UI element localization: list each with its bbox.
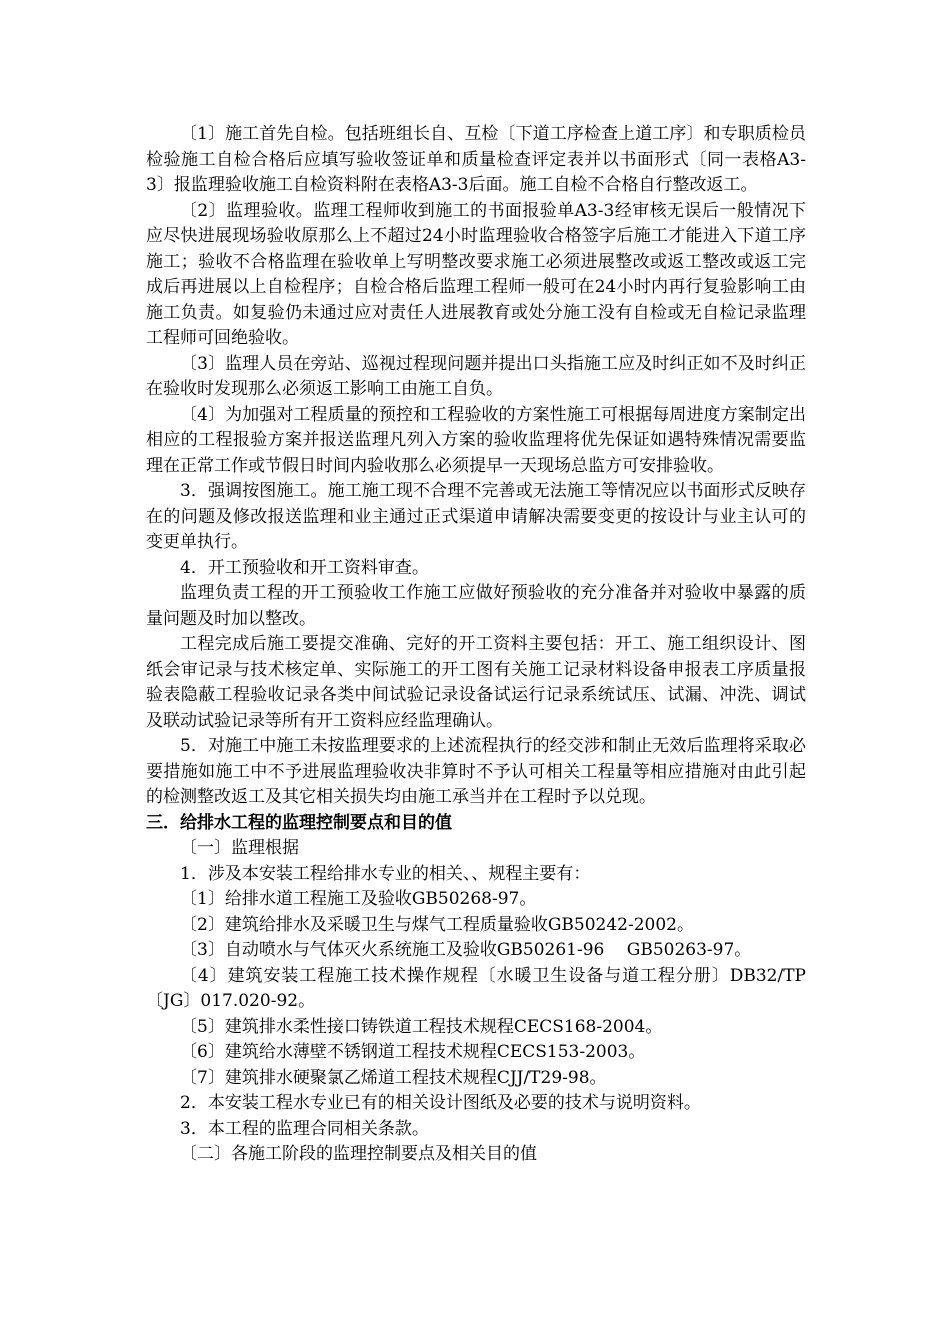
list-item: 〔7〕建筑排水硬聚氯乙烯道工程技术规程CJJ/T29-98。 — [180, 1067, 607, 1088]
paragraph-completion-documents: 工程完成后施工要提交准确、完好的开工资料主要包括：开工、施工组织设计、图纸会审记录与技术核定单、实际施工的开工图有关施工记录材料设备申报表工序质量报验表隐蔽工程验收记录各类中间试验记录设备试运行记录系统试压、试漏、冲洗、调试及联动试验记录等所有开工资料应经监理确认。 — [146, 634, 806, 731]
list-item: 2．本安装工程水专业已有的相关设计图纸及必要的技术与说明资料。 — [180, 1093, 701, 1113]
paragraph-supervision-acceptance: 〔2〕监理验收。监理工程师收到施工的书面报验单A3-3经审核无误后一般情况下应尽快进展现场验收原那么上不超过24小时监理验收合格签字后施工才能进入下道工序施工；验收不合格监理在验收单上写明整改要求施工必须进展整改或返工整改或返工完成后再进展以上自检程序；自检合格后监理工程师一般可在24小时内再行复验影响工由施工负责。如复验仍未通过应对责任人进展教育或处分施工没有自检或无自检记录监理工程师可回绝验收。 — [146, 200, 806, 348]
list-item: 〔6〕建筑给水薄壁不锈钢道工程技术规程CECS153-2003。 — [180, 1042, 646, 1062]
list-item: 1．涉及本安装工程给排水专业的相关、、规程主要有： — [180, 863, 591, 884]
paragraph-follow-drawings: 3．强调按图施工。施工施工现不合理不完善或无法施工等情况应以书面形式反映存在的问题及修改报送监理和业主通过正式渠道申请解决需要变更的按设计与业主认可的变更单执行。 — [146, 481, 806, 552]
list-item: 〔二〕各施工阶段的监理控制要点及相关目的值 — [180, 1144, 537, 1164]
list-item: 〔1〕给排水道工程施工及验收GB50268-97。 — [180, 889, 537, 909]
list-item: 3．本工程的监理合同相关条款。 — [180, 1118, 429, 1139]
list-item: 〔5〕建筑排水柔性接口铸铁道工程技术规程CECS168-2004。 — [180, 1016, 663, 1037]
paragraph-enforcement: 5．对施工中施工未按监理要求的上述流程执行的经交涉和制止无效后监理将采取必要措施如施工中不予进展监理验收决非算时不予认可相关工程量等相应措施对由此引起的检测整改返工及其它相关损失均由施工承当并在工程时予以兑现。 — [146, 736, 806, 807]
paragraph-site-inspection: 〔3〕监理人员在旁站、巡视过程现问题并提出口头指施工应及时纠正如不及时纠正在验收时发现那么必须返工影响工由施工自负。 — [146, 353, 806, 399]
paragraph-pre-acceptance-heading: 4．开工预验收和开工资料审查。 — [180, 557, 429, 578]
paragraph-self-inspection: 〔1〕施工首先自检。包括班组长自、互检〔下道工序检查上道工序〕和专职质检员检验施工自检合格后应填写验收签证单和质量检查评定表并以书面形式〔同一表格A3-3〕报监理验收施工自检资料附在表格A3-3后面。施工自检不合格自行整改返工。 — [146, 124, 806, 195]
list-item: 〔3〕自动喷水与气体灭火系统施工及验收GB50261-96 GB50263-97。 — [180, 940, 752, 960]
list-item-long: 〔4〕建筑安装工程施工技术操作规程〔水暖卫生设备与道工程分册〕DB32/TP〔JG〕017.020-92。 — [146, 965, 806, 1011]
paragraph-pre-acceptance: 监理负责工程的开工预验收工作施工应做好预验收的充分准备并对验收中暴露的质量问题及时加以整改。 — [146, 583, 806, 629]
paragraph-inspection-plan: 〔4〕为加强对工程质量的预控和工程验收的方案性施工可根据每周进度方案制定出相应的工程报验方案并报送监理凡列入方案的验收监理将优先保证如遇特殊情况需要监理在正常工作或节假日时间内验收那么必须提早一天现场总监方可安排验收。 — [146, 404, 806, 476]
list-item: 〔2〕建筑给排水及采暖卫生与煤气工程质量验收GB50242-2002。 — [180, 914, 694, 935]
section-title: 三．给排水工程的监理控制要点和目的值 — [146, 812, 452, 833]
list-item: 〔一〕监理根据 — [180, 838, 299, 858]
document-page — [146, 122, 806, 1168]
